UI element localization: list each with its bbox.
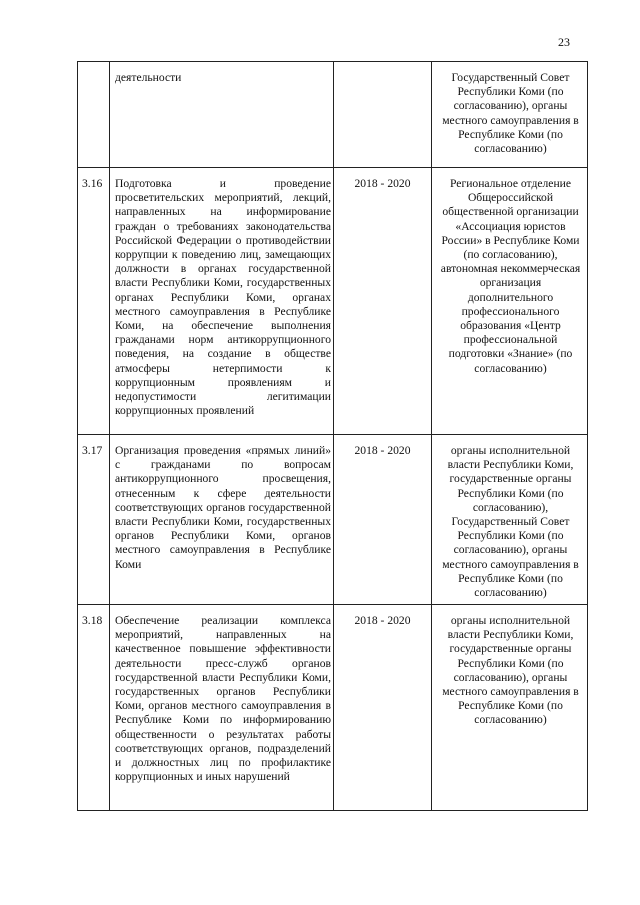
- responsible-cell: [432, 605, 588, 811]
- activity-text: деятельности: [115, 71, 182, 84]
- item-number-cell: 3.16: [78, 168, 110, 435]
- measures-table: [77, 61, 588, 811]
- activity-text: Подготовка и проведение просветительских мероприятий, лекций, направленных на информирование граждан о требованиях законодательства Российской Федерации о противодействии коррупции к поведению лиц, замещающих должности в органах государственной власти Республики Коми, государственных органах Республики Коми, органах местного самоуправления в Республике Коми, на обеспечение выполнения гражданами норм антикоррупционного поведения, на создание в обществе атмосферы нетерпимости к коррупционным проявлениям и недопустимости легитимации коррупционных проявлений: [115, 177, 331, 418]
- table-row: [78, 168, 588, 435]
- table-row: [78, 605, 588, 811]
- table-row: [78, 435, 588, 605]
- term-text: [334, 62, 431, 71]
- term-text: 2018 - 2020: [354, 177, 411, 190]
- responsible-cell: [432, 435, 588, 605]
- responsible-cell: [432, 168, 588, 435]
- term-cell: [334, 605, 432, 811]
- responsible-text: Государственный Совет Республики Коми (по согласованию), органы местного самоуправления в Республике Коми (по согласованию): [442, 71, 579, 156]
- term-cell: [334, 62, 432, 168]
- responsible-text: Региональное отделение Общероссийской общественной организации «Ассоциация юристов России» в Республике Коми (по согласованию), автономная некоммерческая организация дополнительного профессионального образования «Центр профессиональной подготовки «Знание» (по согласованию): [440, 177, 581, 375]
- activity-text: Обеспечение реализации комплекса мероприятий, направленных на качественное повышение эффективности деятельности пресс-служб органов государственной власти Республики Коми, государственных органов Республики Коми, органов местного самоуправления в Республике Коми по информированию общественности о результатах работы соответствующих органов, подразделений и должностных лиц по профилактике коррупционных и иных нарушений: [115, 614, 331, 784]
- page-number: 23: [558, 35, 570, 49]
- item-number-cell: 3.18: [78, 605, 110, 811]
- activity-text: Организация проведения «прямых линий» с гражданами по вопросам антикоррупционного просвещения, отнесенным к сфере деятельности соответствующих органов государственной власти Республики Коми, государственных органов Республики Коми, органов местного самоуправления в Республике Коми: [115, 444, 331, 571]
- activity-cell: [110, 435, 334, 605]
- responsible-text: органы исполнительной власти Республики Коми, государственные органы Республики Коми (по согласованию), Государственный Совет Республики Коми (по согласованию), органы местного самоуправления в Республике Коми (по согласованию): [442, 444, 579, 600]
- responsible-text: органы исполнительной власти Республики Коми, государственные органы Республики Коми (по согласованию), органы местного самоуправления в Республике Коми (по согласованию): [442, 614, 579, 727]
- activity-cell: [110, 605, 334, 811]
- term-text: 2018 - 2020: [354, 444, 411, 457]
- term-cell: [334, 168, 432, 435]
- item-number-cell: [78, 62, 110, 168]
- responsible-cell: [432, 62, 588, 168]
- table-row: [78, 62, 588, 168]
- term-text: 2018 - 2020: [354, 614, 411, 627]
- term-cell: [334, 435, 432, 605]
- item-number-cell: 3.17: [78, 435, 110, 605]
- activity-cell: [110, 62, 334, 168]
- activity-cell: [110, 168, 334, 435]
